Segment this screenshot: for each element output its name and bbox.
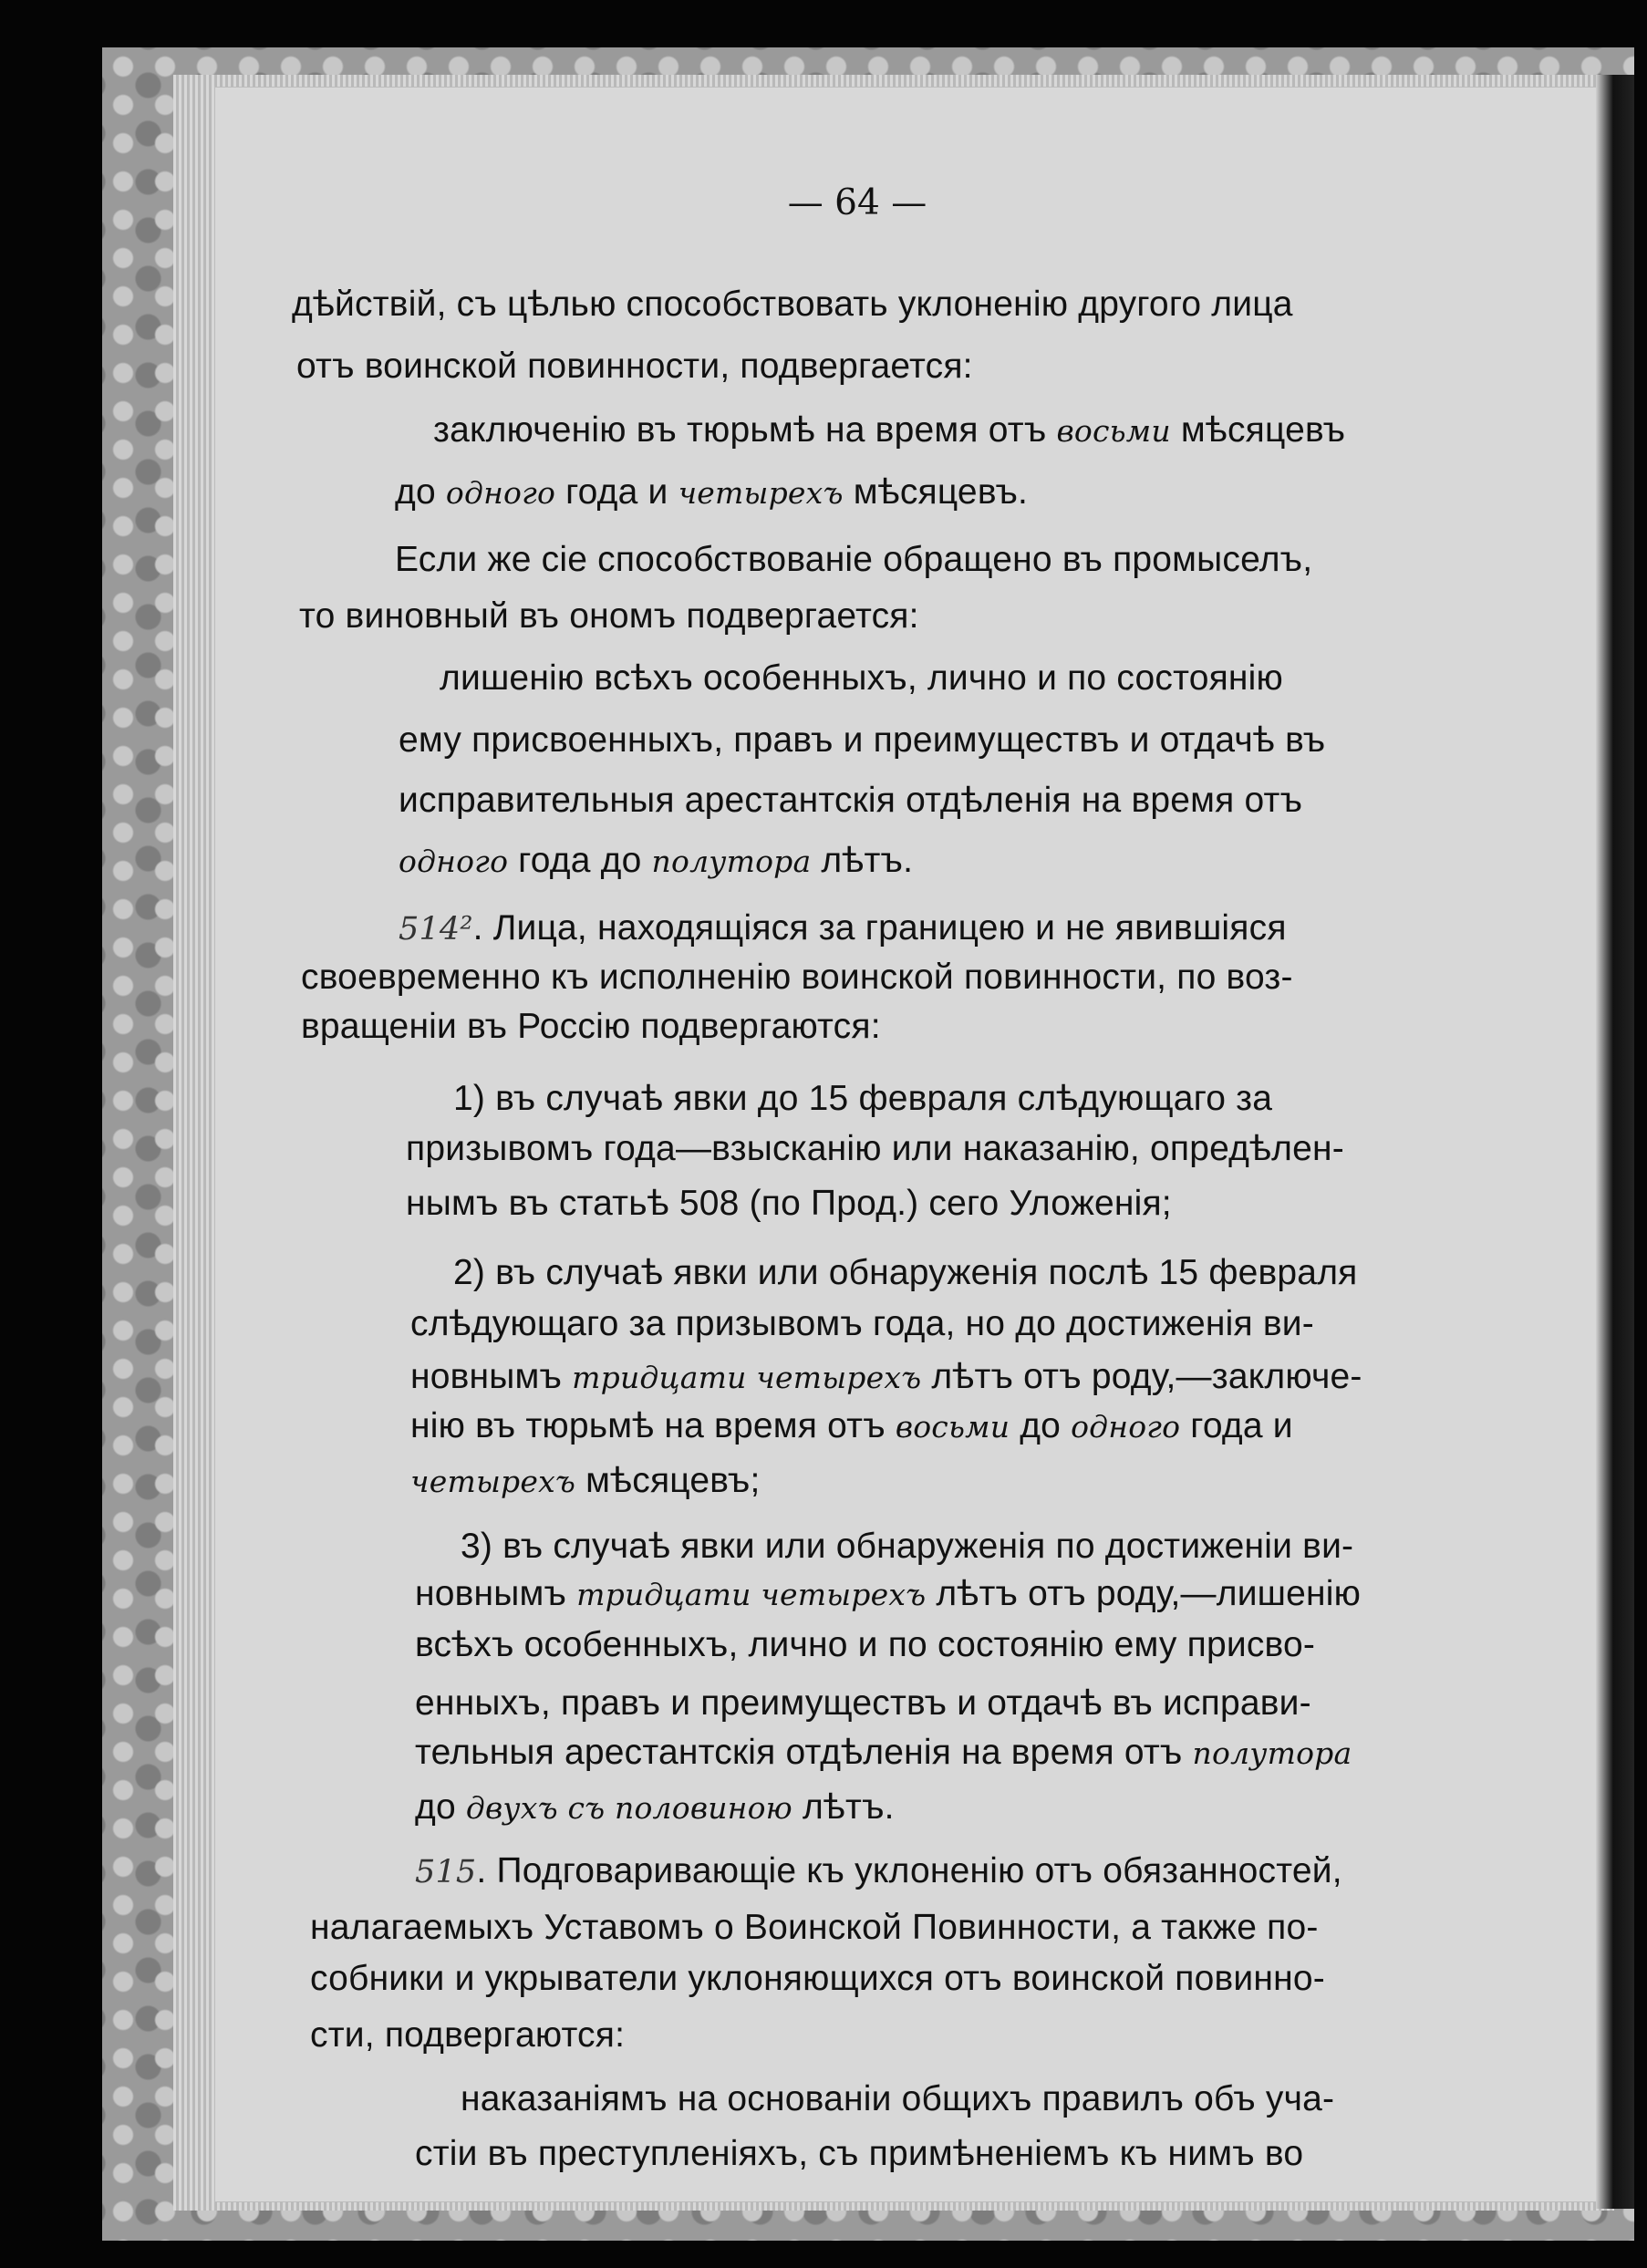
line-segment: лѣтъ. (792, 1787, 895, 1827)
text-line-18 (410, 1302, 1314, 1346)
line-segment: 3) въ случаѣ явки или обнаруженія по достиженіи ви- (461, 1527, 1354, 1566)
text-line-8 (399, 719, 1325, 762)
text-line-26 (415, 1731, 1352, 1776)
text-line-6 (299, 595, 919, 638)
line-segment: до (395, 472, 446, 512)
line-segment: восьми (895, 1409, 1010, 1445)
line-segment: нію въ тюрьмѣ на время отъ (410, 1406, 896, 1445)
text-line-33 (415, 2132, 1303, 2176)
text-line-16 (406, 1182, 1172, 1226)
text-line-19 (410, 1355, 1362, 1400)
line-segment: года до (508, 841, 652, 880)
line-segment: года и (1180, 1406, 1293, 1445)
line-segment: новнымъ (415, 1574, 577, 1613)
line-segment: отъ воинской повинности, подвергается: (296, 347, 973, 386)
line-segment: слѣдующаго за призывомъ года, но до достиженія ви- (410, 1304, 1314, 1343)
line-segment: . Лица, находящіяся за границею и не явившіяся (472, 908, 1287, 948)
text-line-9 (399, 779, 1302, 823)
text-line-20 (410, 1404, 1293, 1449)
text-line-32 (461, 2077, 1334, 2121)
line-segment: наказаніямъ на основаніи общихъ правилъ объ уча- (461, 2079, 1335, 2118)
line-segment: исправительныя арестантскія отдѣленія на время отъ (399, 781, 1303, 820)
line-segment: всѣхъ особенныхъ, лично и по состоянію ему присво- (415, 1625, 1316, 1664)
line-segment: енныхъ, правъ и преимуществъ и отдачѣ въ исправи- (415, 1683, 1311, 1723)
line-segment: то виновный въ ономъ подвергается: (299, 596, 919, 636)
line-segment: налагаемыхъ Уставомъ о Воинской Повинности, а также по- (310, 1908, 1319, 1947)
line-segment: новнымъ (410, 1357, 573, 1396)
text-line-27 (415, 1786, 895, 1830)
book-gutter (1596, 75, 1634, 2209)
line-segment: вращеніи въ Россію подвергаются: (301, 1007, 881, 1046)
bottom-black-edge (0, 2241, 1647, 2268)
text-line-21 (410, 1459, 760, 1504)
line-segment: мѣсяцевъ. (843, 472, 1029, 512)
line-segment: мѣсяцевъ (1170, 410, 1346, 450)
line-segment: лѣтъ. (811, 841, 914, 880)
text-line-13 (301, 1005, 881, 1049)
line-segment: стіи въ преступленіяхъ, съ примѣненіемъ къ нимъ во (415, 2134, 1304, 2173)
line-segment: одного (399, 844, 509, 879)
line-segment: двухъ съ половиною (465, 1790, 792, 1826)
text-line-30 (310, 1957, 1325, 2001)
left-black-edge (0, 0, 102, 2268)
line-segment: сти, подвергаются: (310, 2015, 626, 2055)
line-segment: тридцати четырехъ (576, 1577, 927, 1612)
text-line-25 (415, 1682, 1311, 1725)
line-segment: дѣйствій, съ цѣлью способствовать уклоненію другого лица (292, 285, 1293, 324)
line-segment: лѣтъ отъ роду,—лишенію (926, 1574, 1362, 1613)
text-line-2 (296, 345, 973, 388)
line-segment: лѣтъ отъ роду,—заключе- (921, 1357, 1362, 1396)
line-segment: мѣсяцевъ; (575, 1461, 761, 1500)
line-segment: четырехъ (410, 1464, 576, 1499)
line-segment: нымъ въ статьѣ 508 (по Прод.) сего Уложенія; (406, 1184, 1172, 1223)
line-segment: 1) въ случаѣ явки до 15 февраля слѣдующаго за (453, 1079, 1273, 1118)
line-segment: призывомъ года—взысканію или наказанію, опредѣлен- (406, 1129, 1344, 1168)
line-segment: заключенію въ тюрьмѣ на время отъ (433, 410, 1057, 450)
line-segment: одного (445, 475, 556, 511)
text-line-17 (453, 1251, 1357, 1295)
text-line-11 (399, 906, 1287, 951)
right-black-edge (1634, 0, 1647, 2268)
line-segment: . Подговаривающіе къ уклоненію отъ обязанностей, (476, 1851, 1342, 1890)
text-line-3 (433, 409, 1345, 453)
line-segment: года и (555, 472, 678, 512)
line-segment: одного (1071, 1409, 1181, 1445)
line-segment: до (1010, 1406, 1072, 1445)
line-segment: восьми (1056, 413, 1171, 449)
line-segment: своевременно къ исполненію воинской повинности, по воз- (301, 958, 1293, 997)
line-segment: полутора (651, 844, 812, 879)
line-segment: тридцати четырехъ (572, 1360, 922, 1395)
text-line-24 (415, 1623, 1315, 1667)
line-segment: 2) въ случаѣ явки или обнаруженія послѣ 15 февраля (453, 1253, 1358, 1292)
top-black-edge (0, 0, 1647, 47)
text-line-10 (399, 839, 913, 884)
line-segment: ему присвоенныхъ, правъ и преимуществъ и отдачѣ въ (399, 720, 1326, 760)
text-line-1 (292, 283, 1293, 326)
text-line-4 (395, 471, 1028, 515)
line-segment: 514² (399, 911, 473, 948)
text-line-29 (310, 1906, 1319, 1950)
text-line-15 (406, 1127, 1344, 1171)
line-segment: 515 (415, 1854, 477, 1890)
page-number: — 64 — (787, 182, 927, 223)
text-line-5 (395, 538, 1312, 582)
text-line-12 (301, 956, 1293, 999)
line-segment: собники и укрыватели уклоняющихся отъ воинской повинно- (310, 1959, 1325, 1998)
line-segment: тельныя арестантскія отдѣленія на время отъ (415, 1733, 1193, 1772)
text-line-14 (453, 1077, 1272, 1121)
line-segment: Если же сіе способствованіе обращено въ промыселъ, (395, 540, 1313, 579)
line-segment: четырехъ (678, 475, 844, 511)
line-segment: лишенію всѣхъ особенныхъ, лично и по состоянію (440, 658, 1283, 698)
text-line-22 (461, 1525, 1353, 1569)
text-line-7 (440, 657, 1283, 700)
text-line-23 (415, 1572, 1361, 1617)
text-line-31 (310, 2014, 625, 2057)
line-segment: полутора (1192, 1735, 1352, 1771)
text-line-28 (415, 1849, 1342, 1894)
line-segment: до (415, 1787, 466, 1827)
